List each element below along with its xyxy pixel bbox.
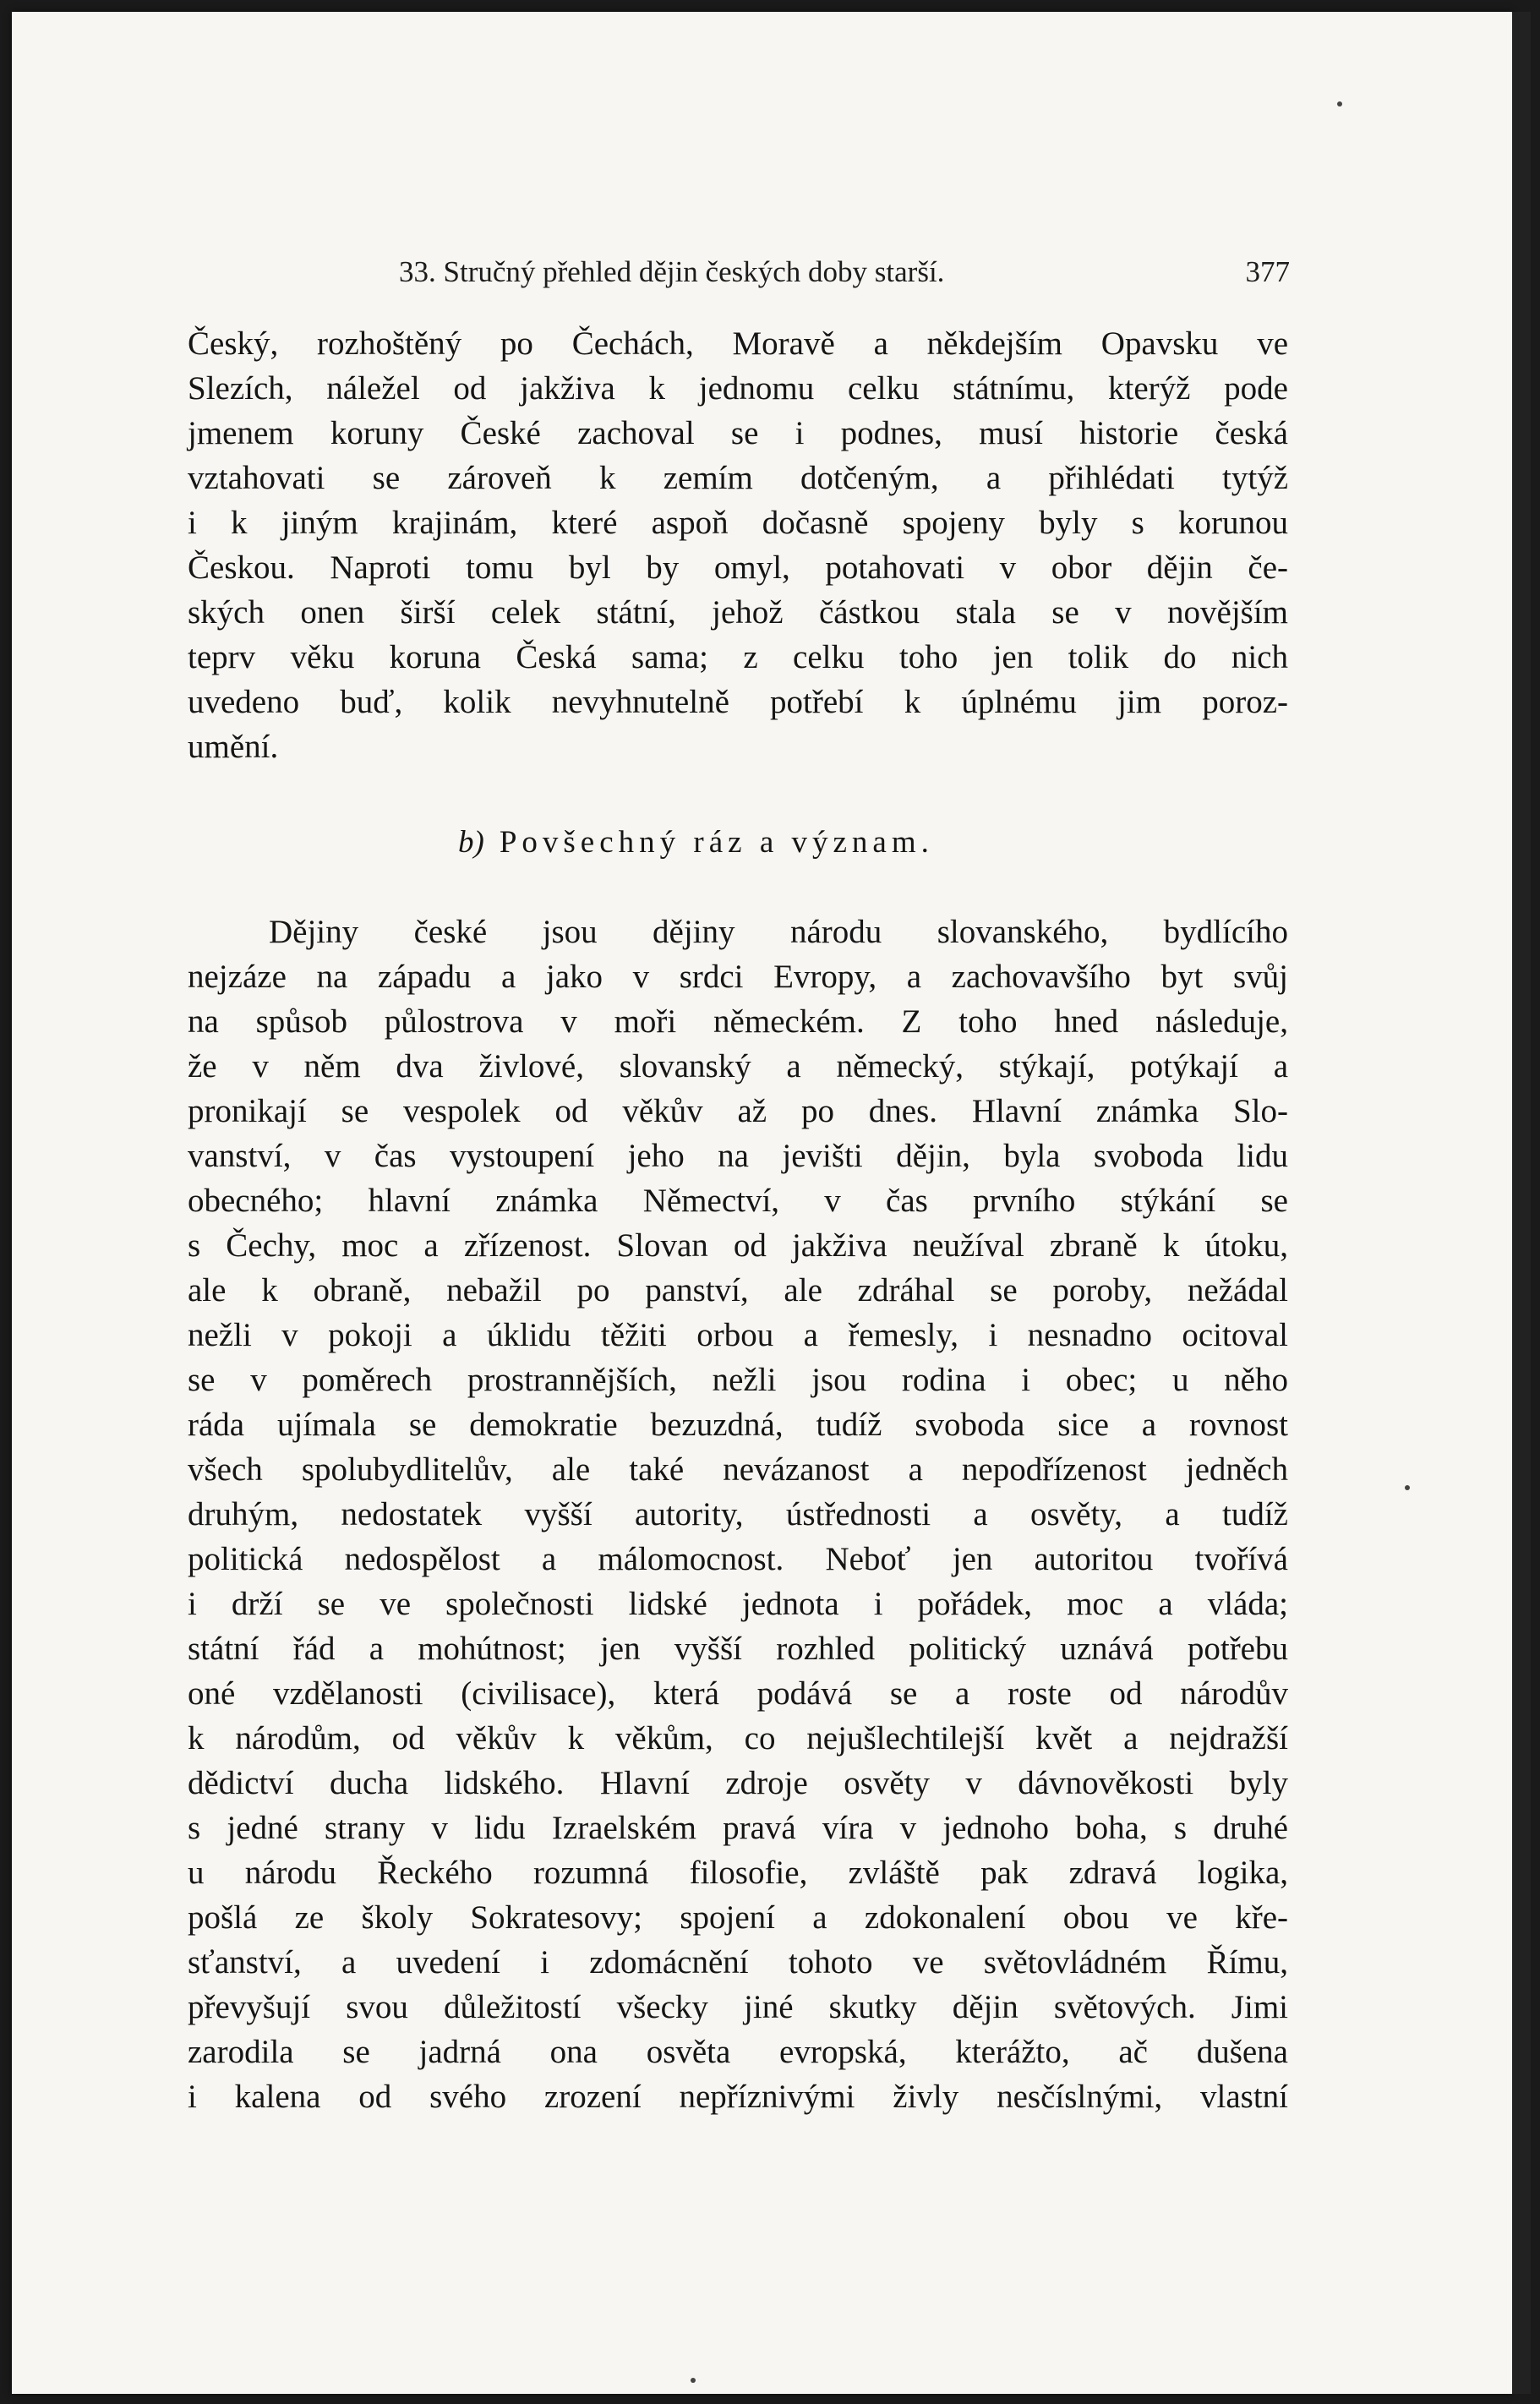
text-line: s Čechy, moc a zřízenost. Slovan od jakživa neužíval zbraně k útoku, <box>188 1227 1288 1264</box>
text-line: u národu Řeckého rozumná filosofie, zvláště pak zdravá logika, <box>188 1855 1288 1891</box>
text-line: vztahovati se zároveň k zemím dotčeným, a přihlédati tytýž <box>188 460 1288 496</box>
text-line: Českou. Naproti tomu byl by omyl, potahovati v obor dějin če- <box>188 549 1288 586</box>
text-line: převyšují svou důležitostí všecky jiné skutky dějin světových. Jimi <box>188 1989 1288 2025</box>
text-line: jmenem koruny České zachoval se i podnes, musí historie česká <box>188 415 1288 451</box>
text-line: nežli v pokoji a úklidu těžiti orbou a řemesly, i nesnadno ocitoval <box>188 1317 1288 1353</box>
text-line: Dějiny české jsou dějiny národu slovanského, bydlícího <box>269 914 1288 950</box>
header-title: 33. Stručný přehled dějin českých doby starší. <box>399 255 945 288</box>
text-line: dědictví ducha lidského. Hlavní zdroje osvěty v dávnověkosti byly <box>188 1765 1288 1801</box>
text-line: se v poměrech prostrannějších, nežli jsou rodina i obec; u něho <box>188 1362 1288 1398</box>
section-heading <box>188 824 1288 861</box>
text-line: uvedeno buď, kolik nevyhnutelně potřebí k úplnému jim poroz- <box>188 684 1288 720</box>
text-line: politická nedospělost a málomocnost. Neboť jen autoritou tvořívá <box>188 1541 1288 1577</box>
paragraph-continued <box>188 321 1288 769</box>
text-line: umění. <box>188 729 279 765</box>
text-line: na spůsob půlostrova v moři německém. Z toho hned následuje, <box>188 1003 1288 1040</box>
text-line: ale k obraně, nebažil po panství, ale zdráhal se poroby, nežádal <box>188 1272 1288 1309</box>
text-line: nejzáze na západu a jako v srdci Evropy, a zachovavšího byt svůj <box>188 959 1288 995</box>
text-line: i drží se ve společnosti lidské jednota i pořádek, moc a vláda; <box>188 1586 1288 1622</box>
text-line: teprv věku koruna Česká sama; z celku toho jen tolik do nich <box>188 639 1288 675</box>
page-number: 377 <box>1245 255 1290 288</box>
text-line: s jedné strany v lidu Izraelském pravá víra v jednoho boha, s druhé <box>188 1810 1288 1846</box>
page-edge <box>1512 12 1531 2394</box>
text-line: pošlá ze školy Sokratesovy; spojení a zdokonalení obou ve kře- <box>188 1899 1288 1936</box>
text-line: pronikají se vespolek od věkův až po dnes. Hlavní známka Slo- <box>188 1093 1288 1129</box>
paper-speck <box>691 2378 696 2383</box>
text-line: Slezích, náležel od jakživa k jednomu celku státnímu, kterýž pode <box>188 370 1288 407</box>
paper-speck <box>1337 101 1342 107</box>
text-line: že v něm dva živlové, slovanský a německý, stýkají, potýkají a <box>188 1048 1288 1085</box>
text-line: státní řád a mohútnost; jen vyšší rozhled politický uznává potřebu <box>188 1631 1288 1667</box>
text-line: zarodila se jadrná ona osvěta evropská, kterážto, ač dušena <box>188 2034 1288 2070</box>
section-letter: b) <box>458 825 484 860</box>
text-line: sťanství, a uvedení i zdomácnění tohoto ve světovládném Římu, <box>188 1944 1288 1981</box>
text-line: Český, rozhoštěný po Čechách, Moravě a někdejším Opavsku ve <box>188 325 1288 362</box>
paper-speck <box>1405 1485 1410 1490</box>
text-line: ráda ujímala se demokratie bezuzdná, tudíž svoboda sice a rovnost <box>188 1407 1288 1443</box>
text-line: všech spolubydlitelův, ale také nevázanost a nepodřízenost jedněch <box>188 1451 1288 1488</box>
text-line: ských onen širší celek státní, jehož částkou stala se v novějším <box>188 594 1288 631</box>
text-line: obecného; hlavní známka Němectví, v čas prvního stýkání se <box>188 1183 1288 1219</box>
section-title: Povšechný ráz a význam. <box>499 825 934 860</box>
text-line: oné vzdělanosti (civilisace), která podává se a roste od národův <box>188 1675 1288 1712</box>
text-line: k národům, od věkův k věkům, co nejušlechtilejší květ a nejdražší <box>188 1720 1288 1757</box>
text-line: i kalena od svého zrození nepříznivými živly nesčíslnými, vlastní <box>188 2079 1288 2115</box>
paragraph-main <box>188 910 1288 2119</box>
text-line: i k jiným krajinám, které aspoň dočasně spojeny byly s korunou <box>188 505 1288 541</box>
text-line: vanství, v čas vystoupení jeho na jevišti dějin, byla svoboda lidu <box>188 1138 1288 1174</box>
text-line: druhým, nedostatek vyšší autority, ústřednosti a osvěty, a tudíž <box>188 1496 1288 1533</box>
